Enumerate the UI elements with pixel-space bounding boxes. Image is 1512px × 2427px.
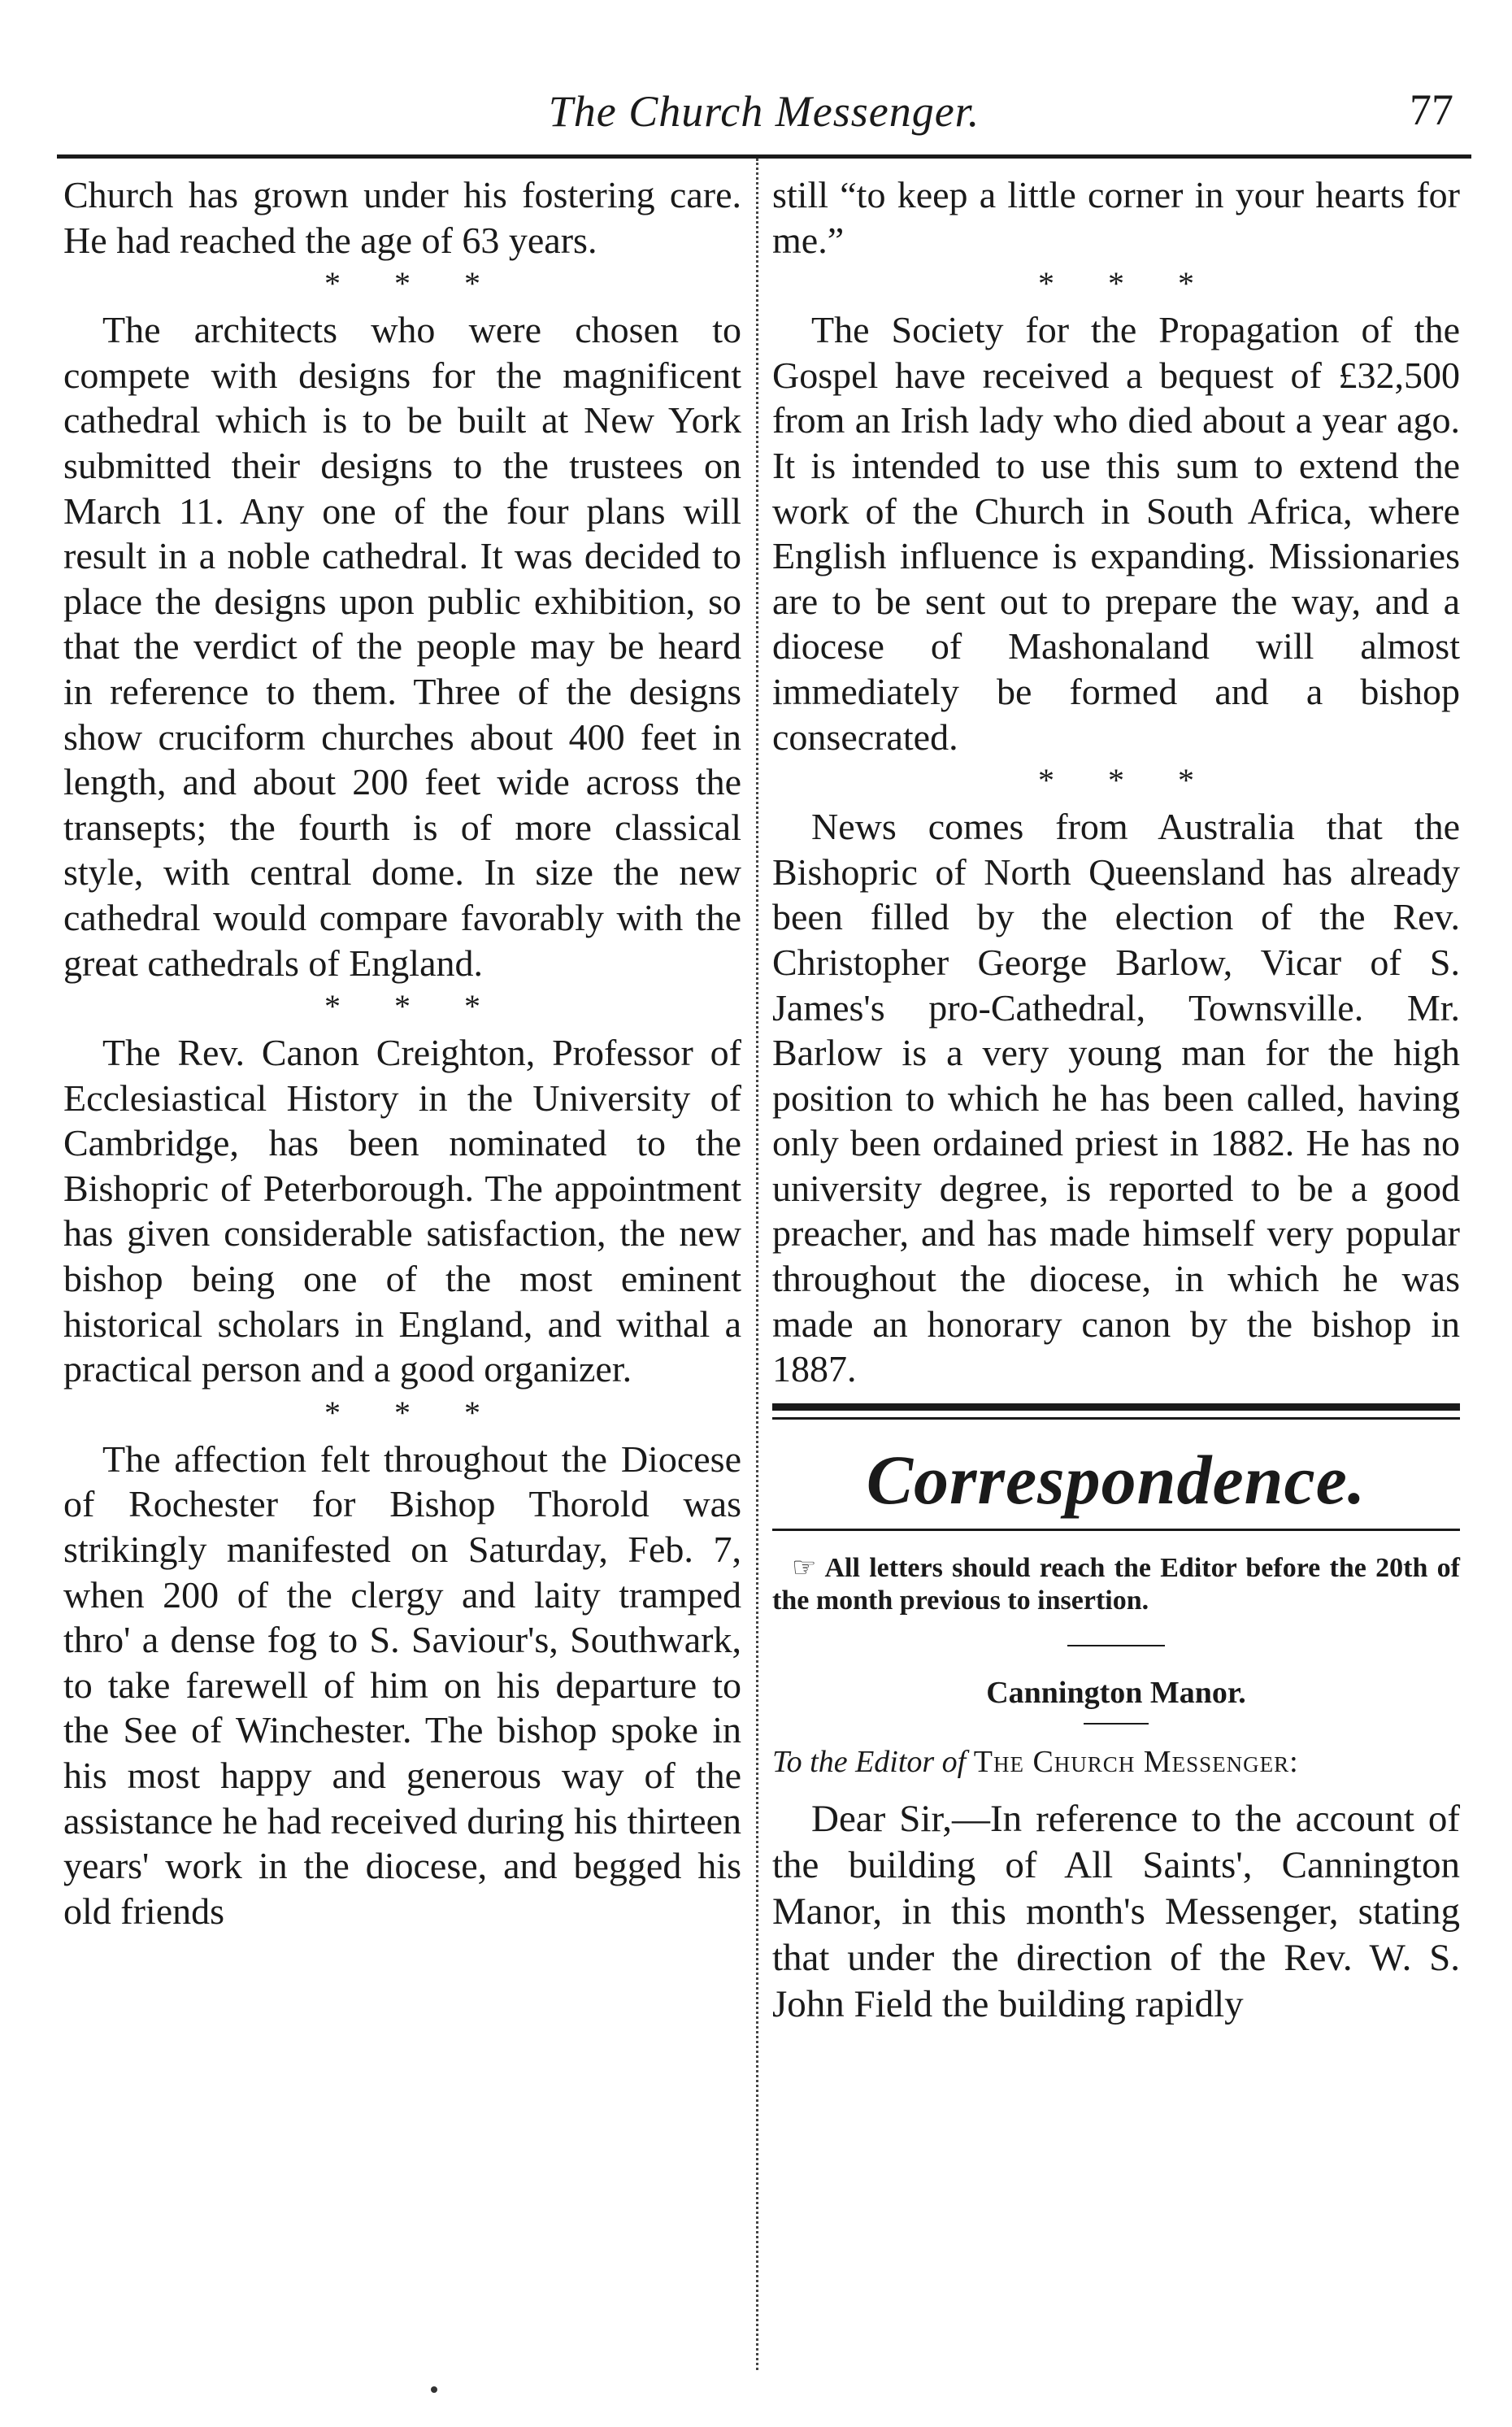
column-divider (756, 159, 758, 2370)
letter-title: Cannington Manor. (986, 1675, 1246, 1710)
article-paragraph: still “to keep a little corner in your hearts for me.” (772, 174, 1460, 261)
page-number: 77 (1410, 85, 1453, 134)
article-paragraph: The affection felt throughout the Diocese of Rochester for Bishop Thorold was strikingly manifested on Saturday, Feb. 7, when 200 of the clergy and laity tramped thro' a dense fog to S. Saviour's, Southwark, to take farewell of him on his departure to the See of Winchester. The bishop spoke in his most happy and generous way of the assistance he had received during his thirteen years' work in the diocese, and begged his old friends (63, 1437, 741, 1932)
article-paragraph: Church has grown under his fostering care. He had reached the age of 63 years. (63, 174, 741, 261)
header-rule (57, 154, 1471, 159)
running-title: The Church Messenger. (548, 87, 980, 136)
section-separator: * * * (1038, 762, 1217, 799)
correspondence-heading: Correspondence. (866, 1440, 1366, 1519)
divider-rule (1067, 1645, 1165, 1646)
article-paragraph: The Rev. Canon Creighton, Professor of Ecclesiastical History in the University of Cambridge, has been nominated to the Bishopric of Peterborough. The appointment has given considerable satisfaction, the new bishop being one of the most eminent historical scholars in England, and withal a practical person and a good organizer. (63, 1032, 741, 1390)
left-column (63, 172, 741, 1933)
section-rule-thin (772, 1417, 1460, 1420)
article-paragraph: The Society for the Propagation of the Gospel have received a bequest of £32,500 from an Irish lady who died about a year ago. It is intended to use this sum to extend the work of the Church in South Africa, where English influence is expanding. Missionaries are to be sent out to prepare the way, and a diocese of Mashonaland will almost immediately be formed and a bishop consecrated. (772, 309, 1460, 758)
section-rule (772, 1403, 1460, 1411)
divider-rule (1084, 1723, 1149, 1725)
letter-body (772, 1796, 1460, 2028)
print-speck (431, 2386, 437, 2393)
pointing-hand-icon: ☞ (792, 1552, 817, 1583)
letter-paragraph: Dear Sir,—In reference to the account of the building of All Saints', Cannington Manor, in this month's Messenger, stating that under the direction of the Rev. W. S. John Field the building rapidly (772, 1797, 1460, 2025)
section-separator: * * * (324, 1394, 503, 1431)
editor-note (772, 1552, 1460, 1617)
heading-rule (772, 1529, 1460, 1531)
page-header (57, 81, 1471, 146)
editor-note-text: All letters should reach the Editor before the 20th of the month previous to insertion. (772, 1552, 1460, 1616)
section-separator: * * * (324, 265, 503, 302)
section-separator: * * * (324, 988, 503, 1025)
address-prefix: To the Editor of (772, 1744, 967, 1779)
article-paragraph: The architects who were chosen to compete with designs for the magnificent cathedral which is to be built at New York submitted their designs to the trustees on March 11. Any one of the four plans will result in a noble cathedral. It was decided to place the designs upon public exhibition, so that the verdict of the people may be heard in reference to them. Three of the designs show cruciform churches about 400 feet in length, and about 200 feet wide across the transepts; the fourth is of more classical style, with central dome. In size the new cathedral would compare favorably with the great cathedrals of England. (63, 309, 741, 984)
right-column (772, 172, 1460, 2028)
letter-address (772, 1742, 1460, 1781)
publication-name: The Church Messenger: (973, 1744, 1299, 1779)
section-separator: * * * (1038, 265, 1217, 302)
article-paragraph: News comes from Australia that the Bishopric of North Queensland has already been filled by the election of the Rev. Christopher George Barlow, Vicar of S. James's pro-Cathedral, Townsville. Mr. Barlow is a very young man for the high position to which he has been called, having only been ordained priest in 1882. He has no university degree, is reported to be a good preacher, and has made himself very popular throughout the diocese, in which he was made an honorary canon by the bishop in 1887. (772, 806, 1460, 1390)
